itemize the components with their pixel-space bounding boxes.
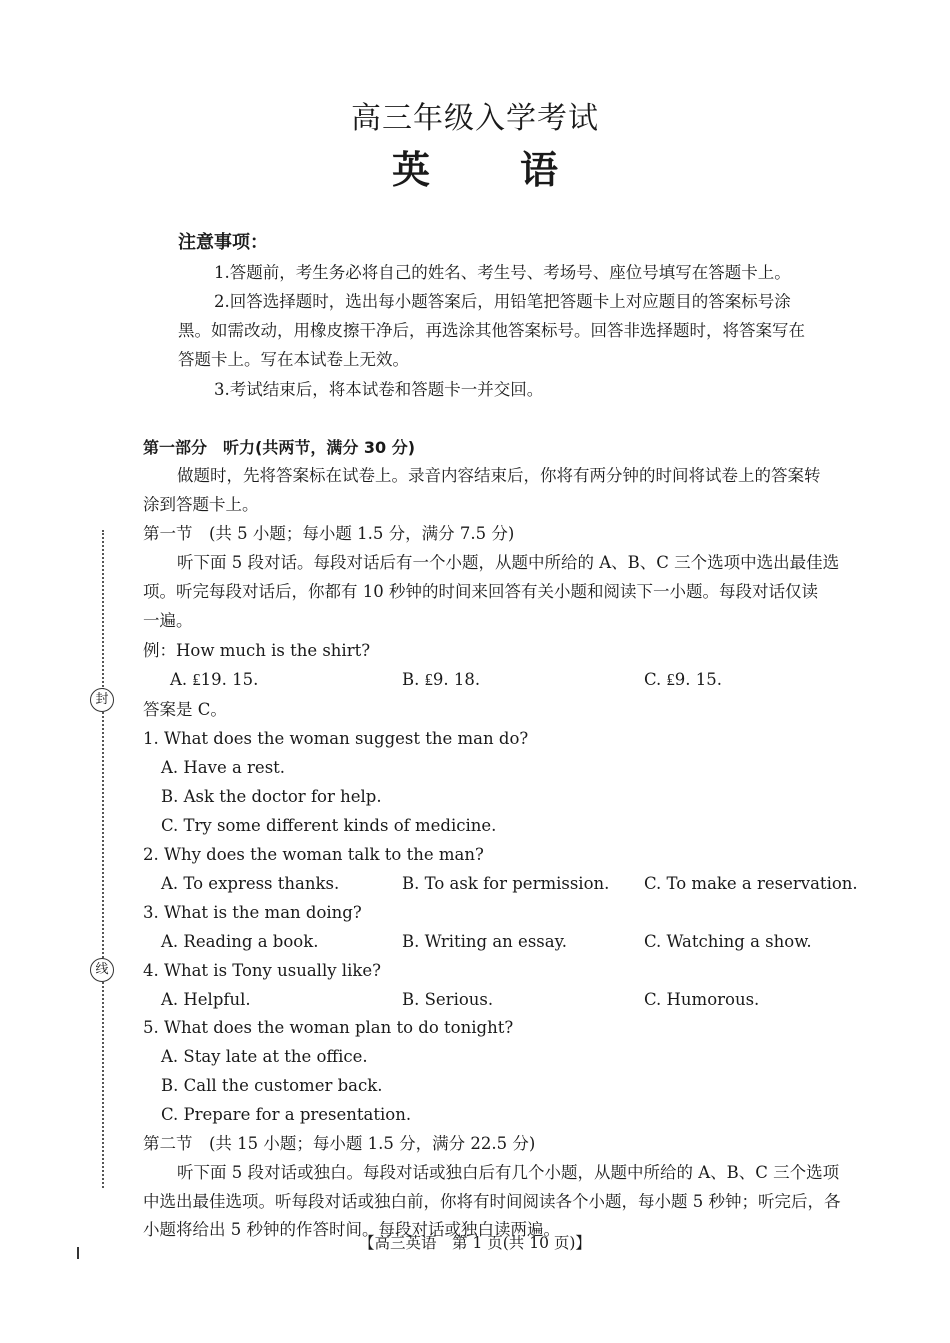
question-5: 5. What does the woman plan to do tonight? xyxy=(143,1018,514,1037)
question-4-option-c: C. Humorous. xyxy=(644,990,760,1009)
section1-intro-line-2: 项。听完每段对话后，你都有 10 秒钟的时间来回答有关小题和阅读下一小题。每段对话仅读 xyxy=(143,582,818,601)
question-4-option-b: B. Serious. xyxy=(402,990,494,1009)
question-2-option-c: C. To make a reservation. xyxy=(644,874,858,893)
question-2-option-b: B. To ask for permission. xyxy=(402,874,610,893)
notice-item-2-line-1: 2.回答选择题时，选出每小题答案后，用铅笔把答题卡上对应题目的答案标号涂 xyxy=(214,292,791,311)
example-question: 例：How much is the shirt? xyxy=(143,641,371,660)
question-3-option-c: C. Watching a show. xyxy=(644,932,812,951)
question-4-option-a: A. Helpful. xyxy=(161,990,251,1009)
binding-dotted-line-bottom xyxy=(102,982,104,1188)
question-5-option-c: C. Prepare for a presentation. xyxy=(161,1105,412,1124)
question-3-option-a: A. Reading a book. xyxy=(161,932,319,951)
notice-item-1: 1.答题前，考生务必将自己的姓名、考生号、考场号、座位号填写在答题卡上。 xyxy=(214,263,791,282)
page-footer: 【高三英语 第 1 页(共 10 页)】 xyxy=(359,1234,591,1252)
seal-mark-feng: 封 xyxy=(90,688,114,712)
example-option-a: A. ₤19. 15. xyxy=(170,670,259,689)
binding-dotted-line-middle xyxy=(102,712,104,958)
subject-char-1: 英 xyxy=(391,147,430,192)
question-2: 2. Why does the woman talk to the man? xyxy=(143,845,484,864)
question-2-option-a: A. To express thanks. xyxy=(161,874,340,893)
section1-intro-line-3: 一遍。 xyxy=(143,611,193,630)
question-4: 4. What is Tony usually like? xyxy=(143,961,381,980)
question-5-option-b: B. Call the customer back. xyxy=(161,1076,383,1095)
subject-char-2: 语 xyxy=(520,147,559,192)
question-5-option-a: A. Stay late at the office. xyxy=(161,1047,368,1066)
question-1-option-a: A. Have a rest. xyxy=(161,758,286,777)
seal-mark-xian: 线 xyxy=(90,958,114,982)
notice-item-3: 3.考试结束后，将本试卷和答题卡一并交回。 xyxy=(214,380,544,399)
example-option-c: C. ₤9. 15. xyxy=(644,670,723,689)
part1-intro-line-1: 做题时，先将答案标在试卷上。录音内容结束后，你将有两分钟的时间将试卷上的答案转 xyxy=(177,466,821,485)
section1-intro-line-1: 听下面 5 段对话。每段对话后有一个小题，从题中所给的 A、B、C 三个选项中选出最佳选 xyxy=(177,553,840,572)
exam-subject xyxy=(0,147,950,193)
notice-heading: 注意事项： xyxy=(178,232,268,253)
exam-title: 高三年级入学考试 xyxy=(351,101,599,136)
notice-item-2-line-2: 黑。如需改动，用橡皮擦干净后，再选涂其他答案标号。回答非选择题时，将答案写在 xyxy=(178,321,805,340)
section2-intro-line-3: 小题将给出 5 秒钟的作答时间。每段对话或独白读两遍。 xyxy=(143,1220,560,1239)
section1-heading: 第一节 (共 5 小题；每小题 1.5 分，满分 7.5 分) xyxy=(143,524,515,543)
question-1: 1. What does the woman suggest the man do? xyxy=(143,729,529,748)
question-1-option-b: B. Ask the doctor for help. xyxy=(161,787,382,806)
question-3: 3. What is the man doing? xyxy=(143,903,362,922)
section2-intro-line-1: 听下面 5 段对话或独白。每段对话或独白后有几个小题，从题中所给的 A、B、C 三个选项 xyxy=(177,1163,840,1182)
section2-intro-line-2: 中选出最佳选项。听每段对话或独白前，你将有时间阅读各个小题，每小题 5 秒钟；听完后，各 xyxy=(143,1192,841,1211)
example-answer: 答案是 C。 xyxy=(143,700,227,719)
notice-item-2-line-3: 答题卡上。写在本试卷上无效。 xyxy=(178,350,409,369)
example-option-b: B. ₤9. 18. xyxy=(402,670,481,689)
question-1-option-c: C. Try some different kinds of medicine. xyxy=(161,816,497,835)
part1-heading: 第一部分 听力(共两节，满分 30 分) xyxy=(143,438,416,457)
section2-heading: 第二节 (共 15 小题；每小题 1.5 分，满分 22.5 分) xyxy=(143,1134,536,1153)
binding-dotted-line-top xyxy=(102,530,104,690)
question-3-option-b: B. Writing an essay. xyxy=(402,932,567,951)
part1-intro-line-2: 涂到答题卡上。 xyxy=(143,495,259,514)
